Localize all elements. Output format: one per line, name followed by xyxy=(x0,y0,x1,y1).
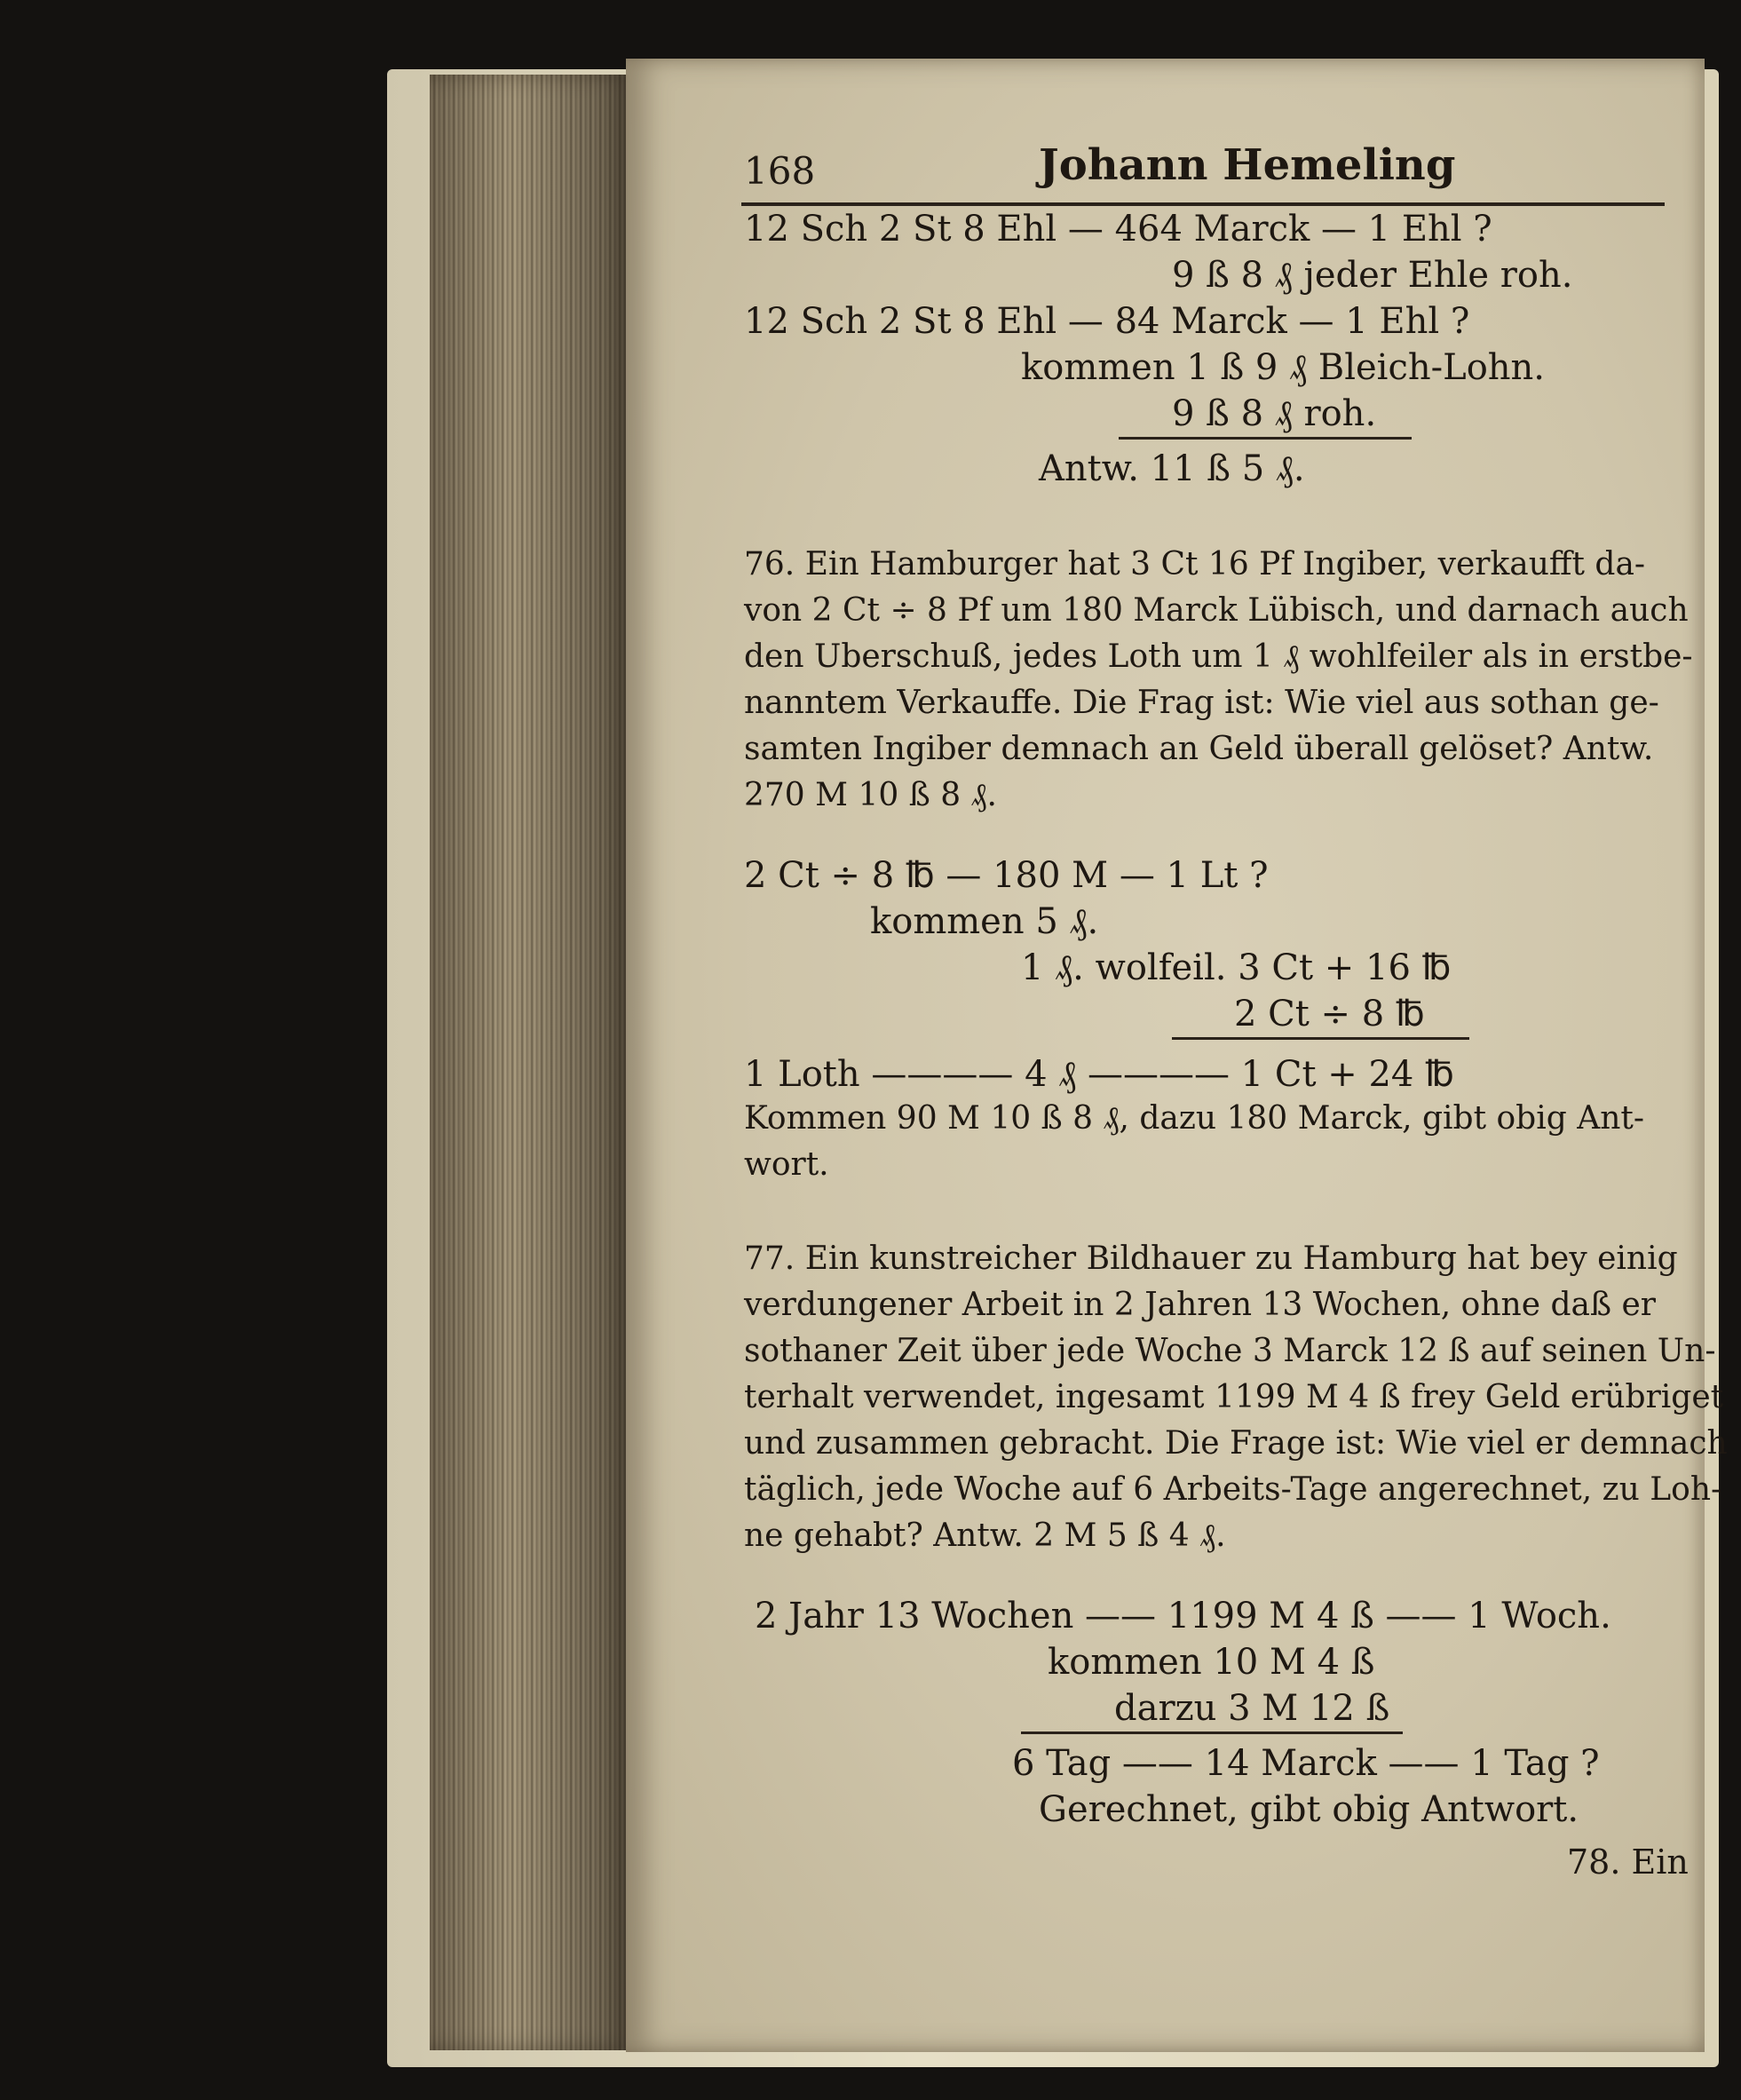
calc-2-line-5: 1 Loth ———— 4 ₰ ———— 1 Ct + 24 ℔ xyxy=(744,1054,1454,1095)
problem-76-line-5: samten Ingiber demnach an Geld überall gelöset? Antw. xyxy=(744,731,1654,767)
calc-1-line-3: 12 Sch 2 St 8 Ehl — 84 Marck — 1 Ehl ? xyxy=(744,301,1470,342)
problem-77-line-7: ne gehabt? Antw. 2 M 5 ß 4 ₰. xyxy=(744,1518,1226,1554)
calc-2-line-2: kommen 5 ₰. xyxy=(870,901,1099,942)
problem-76-line-3: den Uberschuß, jedes Loth um 1 ₰ wohlfeiler als in erstbe- xyxy=(744,638,1693,675)
problem-76-line-2: von 2 Ct ÷ 8 Pf um 180 Marck Lübisch, und darnach auch xyxy=(744,592,1689,629)
calc-1-line-2: 9 ß 8 ₰ jeder Ehle roh. xyxy=(1172,255,1573,296)
problem-77-line-5: und zusammen gebracht. Die Frage ist: Wie viel er demnach xyxy=(744,1425,1728,1462)
problem-77-line-3: sothaner Zeit über jede Woche 3 Marck 12 ß auf seinen Un- xyxy=(744,1333,1716,1369)
calc-1-rule xyxy=(1119,437,1412,440)
calc-1-line-4: kommen 1 ß 9 ₰ Bleich-Lohn. xyxy=(1021,347,1546,388)
problem-76-line-6: 270 M 10 ß 8 ₰. xyxy=(744,777,997,813)
calc-3-line-1: 2 Jahr 13 Wochen —— 1199 M 4 ß —— 1 Woch. xyxy=(755,1596,1611,1636)
calc-2-line-7: wort. xyxy=(744,1146,829,1183)
calc-3-line-4: 6 Tag —— 14 Marck —— 1 Tag ? xyxy=(1012,1743,1600,1784)
catchword: 78. Ein xyxy=(1567,1842,1689,1882)
problem-76-line-4: nanntem Verkauffe. Die Frag ist: Wie viel aus sothan ge- xyxy=(744,685,1659,721)
calc-2-line-6: Kommen 90 M 10 ß 8 ₰, dazu 180 Marck, gibt obig Ant- xyxy=(744,1100,1645,1137)
header-rule xyxy=(741,202,1665,206)
calc-1-line-5: 9 ß 8 ₰ roh. xyxy=(1172,393,1377,434)
problem-76-line-1: 76. Ein Hamburger hat 3 Ct 16 Pf Ingiber, verkaufft da- xyxy=(744,546,1646,582)
problem-77-line-6: täglich, jede Woche auf 6 Arbeits-Tage angerechnet, zu Loh- xyxy=(744,1471,1722,1508)
calc-1-line-1: 12 Sch 2 St 8 Ehl — 464 Marck — 1 Ehl ? xyxy=(744,209,1492,250)
calc-2-line-4: 2 Ct ÷ 8 ℔ xyxy=(1234,994,1425,1034)
calc-3-line-3: darzu 3 M 12 ß xyxy=(1114,1688,1390,1729)
calc-3-line-2: kommen 10 M 4 ß xyxy=(1048,1642,1375,1683)
calc-2-line-3: 1 ₰. wolfeil. 3 Ct + 16 ℔ xyxy=(1021,947,1452,988)
calc-2-line-1: 2 Ct ÷ 8 ℔ — 180 M — 1 Lt ? xyxy=(744,855,1269,896)
page-edges-shadow xyxy=(430,75,634,2050)
problem-77-line-2: verdungener Arbeit in 2 Jahren 13 Wochen, ohne daß er xyxy=(744,1287,1656,1323)
problem-77-line-4: terhalt verwendet, ingesamt 1199 M 4 ß frey Geld erübriget xyxy=(744,1379,1724,1415)
calc-2-rule xyxy=(1172,1037,1469,1040)
running-title: Johann Hemeling xyxy=(1039,140,1456,190)
problem-77-line-1: 77. Ein kunstreicher Bildhauer zu Hamburg hat bey einig xyxy=(744,1240,1678,1277)
page-number: 168 xyxy=(744,149,816,193)
calc-3-rule xyxy=(1021,1732,1403,1734)
calc-1-answer: Antw. 11 ß 5 ₰. xyxy=(1039,448,1305,489)
calc-3-line-5: Gerechnet, gibt obig Antwort. xyxy=(1039,1789,1579,1830)
